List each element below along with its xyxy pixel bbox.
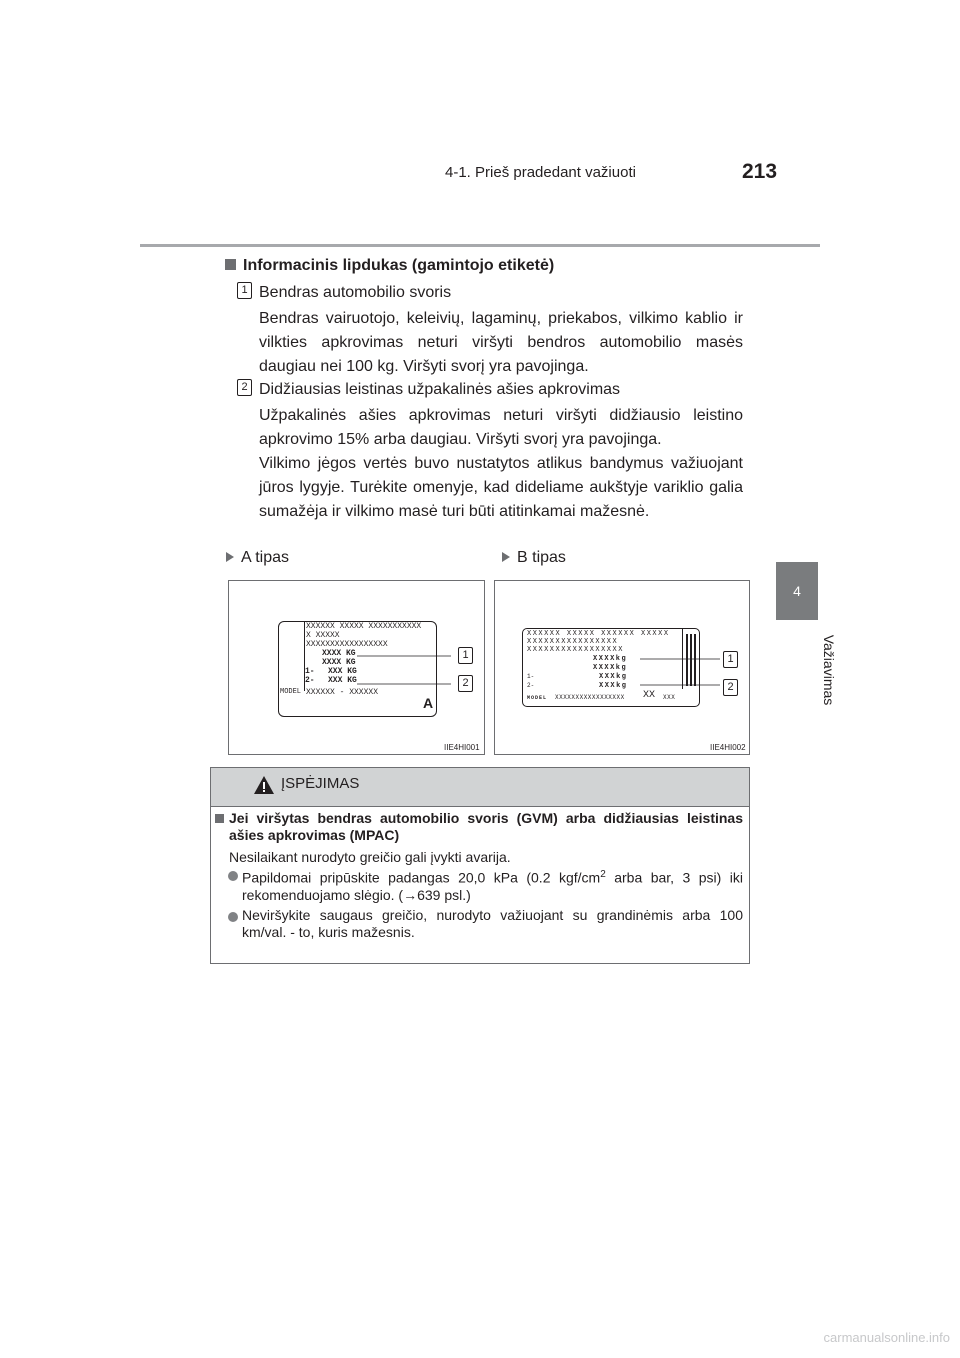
figure-b-callout-2: 2 — [723, 679, 738, 696]
figure-b-callout-1: 1 — [723, 651, 738, 668]
page-number: 213 — [742, 160, 778, 183]
plate-a-model-label: MODEL — [280, 688, 302, 696]
plate-b-line-1: XXXXXX XXXXX XXXXXX XXXXX — [527, 630, 670, 638]
callout-leaders-b — [495, 581, 749, 754]
plate-b-axle2-label: 2- — [527, 682, 535, 689]
plate-b-model-suffix: XXX — [663, 694, 676, 701]
plate-a-model-value: XXXXXX - XXXXXX — [306, 688, 379, 697]
plate-b-axle1-value: XXXkg — [599, 673, 628, 681]
figure-type-a — [228, 580, 485, 755]
type-a-label — [226, 549, 289, 567]
chapter-tab-label: Važiavimas — [821, 634, 837, 706]
warning-bullet-1-text-end: arba bar, 3 psi) iki rekomenduojamo slėgio. (→639 psl.) — [242, 869, 743, 903]
figure-b-code: IIE4HI002 — [710, 743, 746, 752]
warning-bullet-2: Neviršykite saugaus greičio, nurodyto važiuojant su grandinėmis arba 100 km/val. - to, kuris mažesnis. — [242, 907, 743, 940]
header-divider — [140, 244, 820, 247]
plate-b-line-5: XXXXkg — [593, 664, 628, 672]
figure-a-code: IIE4HI001 — [444, 743, 480, 752]
plate-a-line-2: X XXXXX — [306, 631, 340, 640]
item-2-number-badge: 2 — [237, 379, 252, 396]
plate-b-model-value: XXXXXXXXXXXXXXXXX — [555, 694, 625, 701]
type-b-label-text: B tipas — [517, 549, 566, 566]
item-2-paragraph-2: Vilkimo jėgos vertės buvo nustatytos atlikus bandymus važiuojant jūros lygyje. Turėkite omenyje, kad dideliame aukštyje variklio galia sumažėja ir vilkimo masė turi būti atitinkamai mažesnė. — [259, 455, 743, 520]
warning-bullet-1 — [242, 866, 743, 904]
item-1-title: Bendras automobilio svoris — [259, 284, 452, 301]
plate-b-axle1-label: 1- — [527, 673, 535, 680]
plate-b-line-3: XXXXXXXXXXXXXXXXX — [527, 646, 624, 654]
plate-b-line-2: XXXXXXXXXXXXXXXX — [527, 638, 619, 646]
section-title-text: Informacinis lipdukas (gamintojo etiketė) — [243, 257, 555, 274]
plate-a-line-4: XXXX KG — [322, 649, 356, 658]
warning-square-bullet-icon — [215, 814, 224, 823]
triangle-bullet-icon — [502, 552, 510, 562]
warning-intro: Nesilaikant nurodyto greičio gali įvykti avarija. — [229, 849, 511, 865]
warning-bullet-1-text: Papildomai pripūskite padangas 20,0 kPa (0.2 kgf/cm — [242, 869, 601, 886]
figure-a-callout-2: 2 — [458, 675, 473, 692]
plate-a-axle2-value: XXX KG — [328, 676, 357, 685]
chapter-tab-label-wrap — [778, 630, 837, 710]
plate-b-model-label: MODEL — [527, 695, 548, 701]
triangle-bullet-icon — [226, 552, 234, 562]
plate-a-axle1-label: 1- — [305, 667, 315, 676]
section-title — [225, 257, 554, 275]
plate-b-model-code: XX — [643, 690, 656, 701]
warning-header — [211, 768, 749, 807]
item-2-paragraph-1: Užpakalinės ašies apkrovimas neturi viršyti didžiausio leistino apkrovimo 15% arba daugiau. Viršyti svorį yra pavojinga. — [259, 407, 743, 448]
square-bullet-icon — [225, 259, 236, 270]
plate-b-axle2-value: XXXkg — [599, 682, 628, 690]
plate-a-type-letter: A — [423, 695, 434, 711]
warning-heading: Jei viršytas bendras automobilio svoris (GVM) arba didžiausias leistinas ašies apkrovimas (MPAC) — [229, 810, 743, 843]
warning-title: ĮSPĖJIMAS — [281, 775, 360, 792]
plate-a-line-5: XXXX KG — [322, 658, 356, 667]
warning-triangle-icon — [253, 775, 275, 795]
warning-box — [210, 767, 750, 964]
item-1-number-badge: 1 — [237, 282, 252, 299]
plate-a-axle1-value: XXX KG — [328, 667, 357, 676]
warning-bullet-1-sup: 2 — [600, 869, 606, 880]
plate-a-line-1: XXXXXX XXXXX XXXXXXXXXXX — [306, 622, 422, 631]
plate-a-axle2-label: 2- — [305, 676, 315, 685]
footer-watermark: carmanualsonline.info — [823, 1330, 950, 1345]
plate-b-line-4: XXXXkg — [593, 655, 628, 663]
callout-leaders-a — [229, 581, 484, 754]
item-1-paragraph: Bendras vairuotojo, keleivių, lagaminų, priekabos, vilkimo kablio ir vilkties apkrovimas neturi viršyti bendros automobilio masės daugiau nei 100 kg. Viršyti svorį yra pavojinga. — [259, 310, 743, 375]
figure-a-callout-1: 1 — [458, 647, 473, 664]
bullet-dot-icon — [228, 912, 238, 922]
type-a-label-text: A tipas — [241, 549, 290, 566]
chapter-tab-number: 4 — [776, 562, 818, 620]
type-b-label — [502, 549, 566, 567]
item-2-title: Didžiausias leistinas užpakalinės ašies apkrovimas — [259, 381, 621, 398]
header-section-title: 4-1. Prieš pradedant važiuoti — [445, 164, 636, 181]
figure-type-b — [494, 580, 750, 755]
bullet-dot-icon — [228, 871, 238, 881]
plate-a-line-3: XXXXXXXXXXXXXXXXX — [306, 640, 388, 649]
